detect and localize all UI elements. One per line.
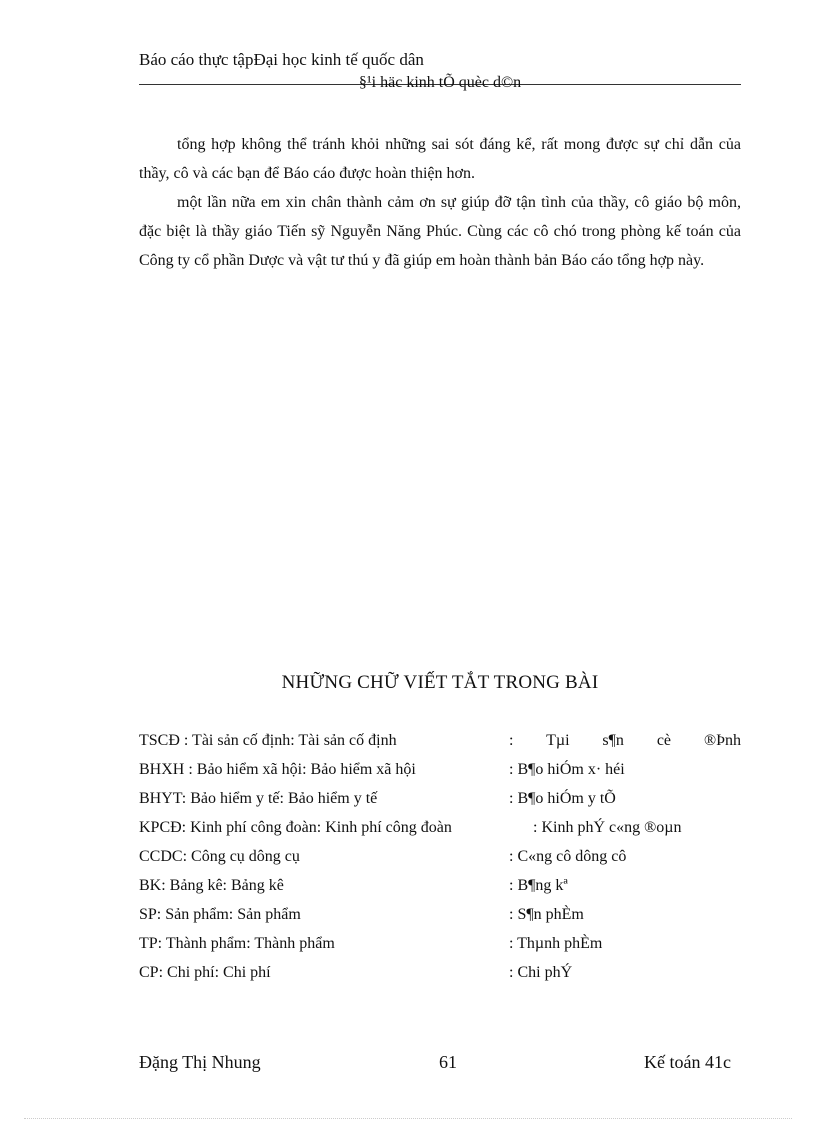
abbreviation-term: CCDC: Công cụ dông cụ [139,848,300,865]
page-bottom-divider [24,1118,792,1119]
footer-course: Kế toán 41c [644,1052,731,1072]
abbreviation-row [139,871,741,900]
abbreviation-legacy: : B¶o hiÓm y tÕ [509,790,616,807]
abbreviation-legacy: : Tµi s¶n cè ®Þnh [509,732,741,749]
abbreviation-term: TSCĐ : Tài sản cố định: Tài sản cố định [139,732,397,749]
abbreviation-row [139,755,741,784]
abbreviation-row [139,842,741,871]
abbreviation-term: KPCĐ: Kinh phí công đoàn: Kinh phí công đoàn [139,819,452,836]
abbreviation-term: BHXH : Bảo hiểm xã hội: Bảo hiểm xã hội [139,761,416,778]
footer-page-number: 61 [439,1052,457,1072]
header-legacy-line [139,74,741,92]
abbreviation-term: CP: Chi phí: Chi phí [139,964,271,981]
paragraph: một lần nữa em xin chân thành cảm ơn sự giúp đỡ tận tình của thầy, cô giáo bộ môn, đặc biệt là thầy giáo Tiến sỹ Nguyễn Năng Phúc. Cùng các cô chó trong phòng kế toán của Công ty cổ phần Dược và vật tư thú y đã giúp em hoàn thành bản Báo cáo tổng hợp này. [139,194,741,269]
abbreviation-term: BK: Bảng kê: Bảng kê [139,877,284,894]
abbreviation-legacy: : S¶n phÈm [509,906,584,923]
abbreviation-row [139,958,741,987]
abbreviation-row [139,784,741,813]
abbreviation-legacy: : Thµnh phÈm [509,935,603,952]
abbreviation-row [139,929,741,958]
page-footer [139,1052,741,1076]
abbreviation-legacy: : B¶o hiÓm x· héi [509,761,625,778]
header-title: Báo cáo thực tậpĐại học kinh tế quốc dân [139,50,424,69]
paragraph: tổng hợp không thể tránh khỏi những sai sót đáng kể, rất mong được sự chỉ dẫn của thầy, cô và các bạn để Báo cáo được hoàn thiện hơn. [139,136,741,182]
abbreviation-legacy: : C«ng cô dông cô [509,848,627,865]
header-legacy-text: §¹i häc kinh tÕ quèc d©n [358,74,522,91]
abbreviation-list [139,726,741,987]
abbreviation-row [139,726,741,755]
abbreviations-title: NHỮNG CHỮ VIẾT TẮT TRONG BÀI [281,672,599,693]
abbreviation-legacy: : Kinh phÝ c«ng ®oµn [533,819,682,836]
abbreviation-term: TP: Thành phẩm: Thành phẩm [139,935,335,952]
abbreviation-legacy: : Chi phÝ [509,964,573,981]
abbreviation-term: BHYT: Bảo hiểm y tế: Bảo hiểm y tế [139,790,378,807]
abbreviation-legacy: : B¶ng kª [509,877,568,894]
abbreviation-term: SP: Sản phẩm: Sản phẩm [139,906,301,923]
abbreviation-row [139,900,741,929]
body-text [139,130,741,275]
abbreviation-row [139,813,741,842]
footer-author: Đặng Thị Nhung [139,1052,261,1072]
